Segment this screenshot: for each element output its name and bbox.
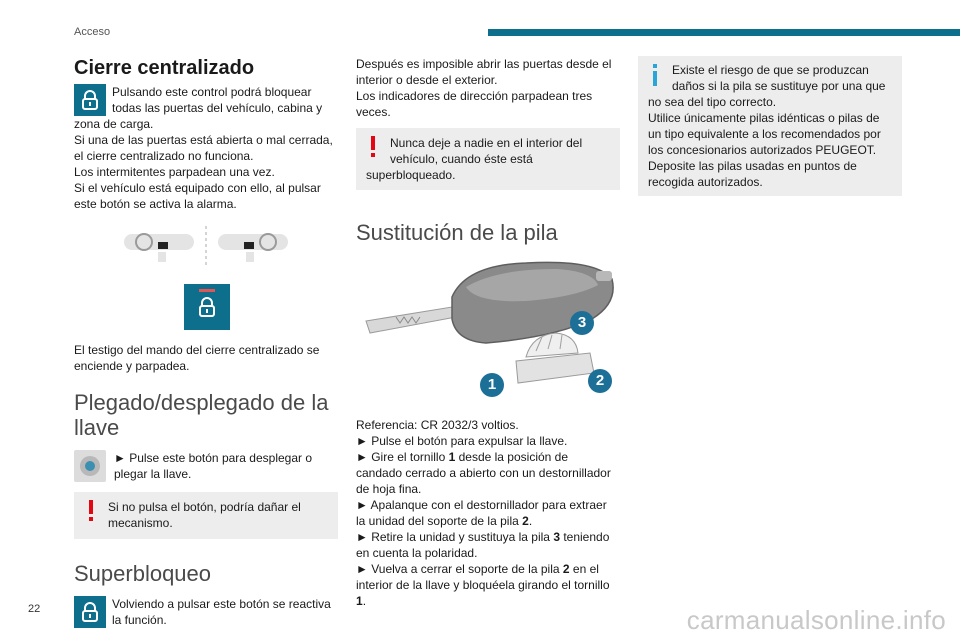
- intro-line-2: todas las puertas del vehículo, cabina y: [112, 101, 323, 115]
- battery-steps: [356, 417, 620, 609]
- battery-reference: Referencia: CR 2032/3 voltios.: [356, 418, 519, 432]
- info-line-7: Deposite las pilas usadas en puntos de: [648, 159, 857, 173]
- info-line-5: un tipo equivalente a los recomendados por: [648, 127, 881, 141]
- battery-step: en cuenta la polaridad.: [356, 546, 478, 560]
- key-battery-illustration: [356, 257, 620, 407]
- warning-icon: [88, 500, 94, 522]
- deadlocking-line-2: la función.: [112, 613, 167, 627]
- lock-icon: [74, 84, 106, 116]
- info-line-1: Existe el riesgo de que se produzcan: [672, 63, 869, 77]
- indicator-line-2: enciende y parpadea.: [74, 359, 190, 373]
- text-line: veces.: [356, 105, 391, 119]
- fold-warning-line-2: mecanismo.: [108, 516, 173, 530]
- callout-3: 3: [570, 311, 594, 335]
- callout-1: 1: [480, 373, 504, 397]
- indicator-line-1: El testigo del mando del cierre centralizado se: [74, 343, 320, 357]
- deadlocking-line-1: Volviendo a pulsar este botón se reactiva: [112, 597, 331, 611]
- lock-indicator-icon: [184, 284, 230, 330]
- text-line: interior o desde el exterior.: [356, 73, 498, 87]
- info-line-2: daños si la pila se sustituye por una que: [672, 79, 886, 93]
- battery-step: la unidad del soporte de la pila 2.: [356, 514, 533, 528]
- info-line-6: los concesionarios autorizados PEUGEOT.: [648, 143, 877, 157]
- lock-icon: [74, 596, 106, 628]
- page-number: 22: [28, 603, 41, 615]
- fold-title-line-1: Plegado/desplegado de la: [74, 390, 329, 415]
- text-line: zona de carga.: [74, 117, 154, 131]
- text-line: Los indicadores de dirección parpadean tres: [356, 89, 593, 103]
- info-line-3: no sea del tipo correcto.: [648, 95, 777, 109]
- battery-step: ► Gire el tornillo 1 desde la posición de: [356, 450, 569, 464]
- battery-step: ► Apalanque con el destornillador para extraer: [356, 498, 607, 512]
- header-bar: [488, 29, 960, 36]
- callout-2: 2: [588, 369, 612, 393]
- info-line-4: Utilice únicamente pilas idénticas o pilas de: [648, 111, 880, 125]
- central-locking-title: Cierre centralizado: [74, 57, 255, 79]
- deadlock-warning-line-1: Nunca deje a nadie en el interior del: [390, 136, 583, 150]
- text-line: el cierre centralizado no funciona.: [74, 149, 254, 163]
- key-fold-button-icon: [74, 450, 106, 482]
- info-icon: [651, 64, 659, 86]
- column-2: [356, 56, 620, 609]
- column-3: [638, 56, 902, 196]
- warning-icon: [370, 136, 376, 158]
- fold-warning-box: [74, 492, 338, 539]
- text-line: este botón se activa la alarma.: [74, 197, 237, 211]
- battery-step: interior de la llave y bloquéela girando el tornillo: [356, 578, 610, 592]
- battery-info-box: [638, 56, 902, 196]
- column-1: [74, 56, 338, 628]
- deadlock-warning-line-3: superbloqueado.: [366, 168, 456, 182]
- fold-title-line-2: llave: [74, 415, 120, 440]
- text-line: Si una de las puertas está abierta o mal cerrada,: [74, 133, 333, 147]
- text-line: Después es imposible abrir las puertas desde el: [356, 57, 612, 71]
- battery-step: ► Vuelva a cerrar el soporte de la pila 2 en el: [356, 562, 599, 576]
- battery-step: ► Retire la unidad y sustituya la pila 3 teniendo: [356, 530, 610, 544]
- battery-title: Sustitución de la pila: [356, 220, 558, 245]
- dashboard-illustration: [74, 224, 338, 270]
- section-header: Acceso: [74, 26, 111, 38]
- info-line-8: recogida autorizados.: [648, 175, 763, 189]
- battery-step: de hoja fina.: [356, 482, 422, 496]
- fold-warning-line-1: Si no pulsa el botón, podría dañar el: [108, 500, 301, 514]
- text-line: Si el vehículo está equipado con ello, al pulsar: [74, 181, 321, 195]
- fold-step-line-2: plegar la llave.: [114, 467, 192, 481]
- deadlock-warning-line-2: vehículo, cuando éste está: [390, 152, 533, 166]
- fold-step-line-1: ► Pulse este botón para desplegar o: [114, 451, 313, 465]
- deadlock-warning-box: [356, 128, 620, 190]
- battery-step: 1.: [356, 594, 367, 608]
- text-line: Los intermitentes parpadean una vez.: [74, 165, 275, 179]
- deadlocking-title: Superbloqueo: [74, 561, 212, 586]
- watermark: carmanualsonline.info: [686, 605, 946, 635]
- battery-step: ► Pulse el botón para expulsar la llave.: [356, 434, 568, 448]
- intro-line-1: Pulsando este control podrá bloquear: [112, 85, 312, 99]
- battery-step: candado cerrado a abierto con un destornillador: [356, 466, 611, 480]
